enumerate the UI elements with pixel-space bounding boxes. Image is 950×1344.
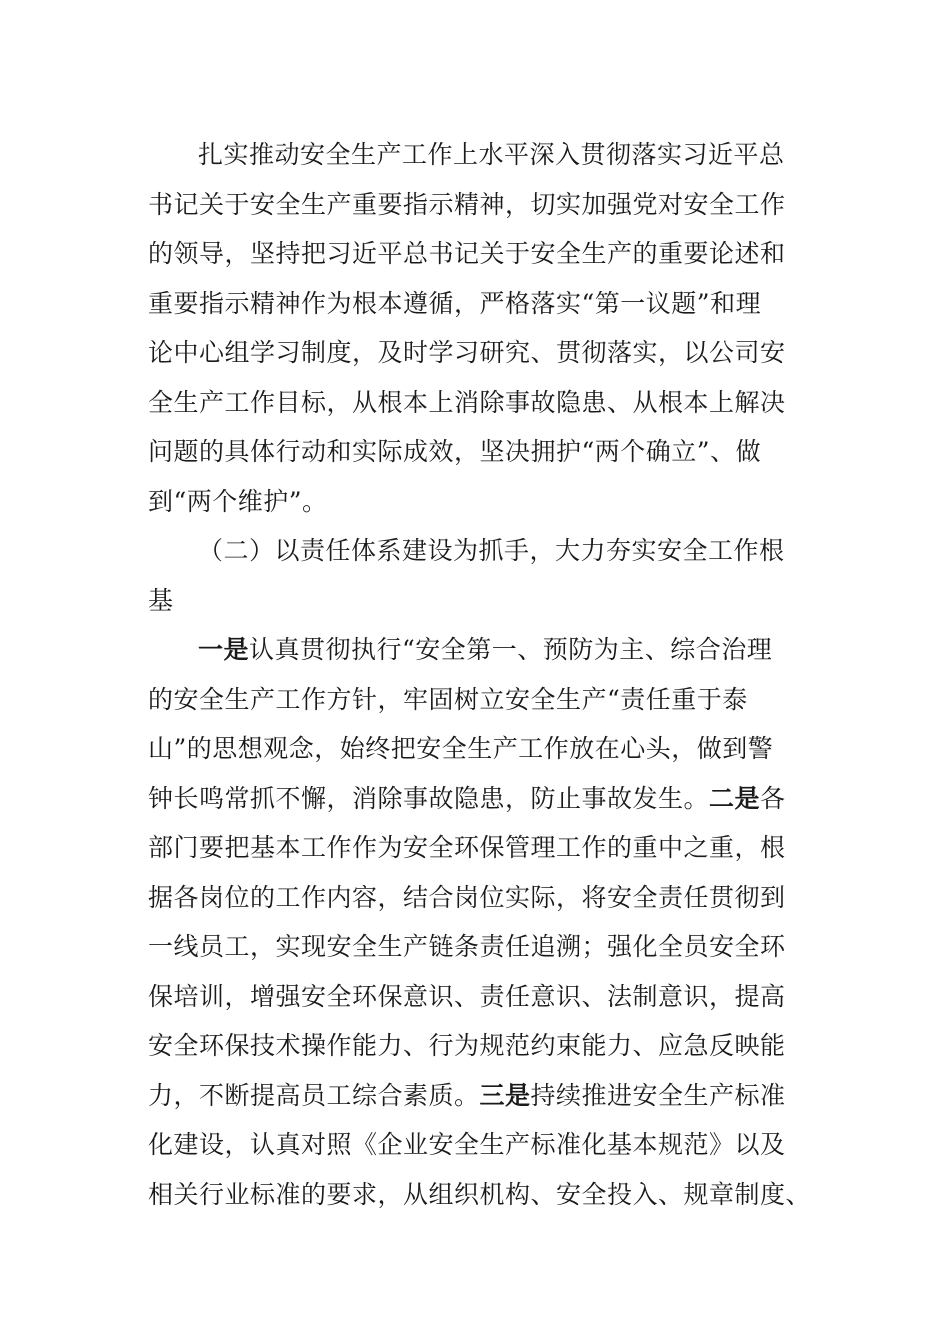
- paragraph-line: [148, 1071, 793, 1121]
- paragraph-line: 书记关于安全生产重要指示精神，切实加强党对安全工作: [148, 189, 786, 219]
- paragraph-line: 论中心组学习制度，及时学习研究、贯彻落实，以公司安: [148, 338, 786, 367]
- line-text: 各: [760, 783, 786, 813]
- paragraph-line: 的领导，坚持把习近平总书记关于安全生产的重要论述和: [148, 239, 786, 268]
- paragraph-line: 重要指示精神作为根本遵循，严格落实“第一议题”和理: [148, 288, 762, 318]
- line-text: 钟长鸣常抓不懈，消除事故隐患，防止事故发生。: [148, 783, 710, 813]
- lead-marker-third: 三是: [479, 1080, 531, 1110]
- section-heading: [148, 526, 793, 625]
- paragraph-line: 全生产工作目标，从根本上消除事故隐患、从根本上解决: [148, 387, 786, 417]
- heading-line: （二）以责任体系建设为抓手，大力夯实安全工作根: [198, 536, 785, 565]
- paragraph-line: 一线员工，实现安全生产链条责任追溯；强化全员安全环: [148, 932, 786, 961]
- lead-marker-second: 二是: [709, 783, 761, 813]
- paragraph-party-leadership: [148, 130, 793, 526]
- paragraph-line: 保培训，增强安全环保意识、责任意识、法制意识，提高: [148, 981, 786, 1011]
- paragraph-line: 化建设，认真对照《企业安全生产标准化基本规范》以及: [148, 1130, 786, 1159]
- heading-line: 基: [148, 585, 174, 615]
- line-text: 认真贯彻执行“安全第一、预防为主、综合治理: [249, 635, 773, 664]
- line-text: 力，不断提高员工综合素质。: [148, 1080, 480, 1110]
- lead-marker-first: 一是: [198, 635, 250, 664]
- document-body: [148, 130, 812, 1219]
- paragraph-line: 相关行业标准的要求，从组织机构、安全投入、规章制度、: [148, 1179, 812, 1209]
- line-text: 持续推进安全生产标准: [530, 1080, 786, 1110]
- paragraph-line: 部门要把基本工作作为安全环保管理工作的重中之重，根: [148, 833, 786, 862]
- paragraph-line: 扎实推动安全生产工作上水平深入贯彻落实习近平总: [198, 140, 785, 169]
- paragraph-line: 的安全生产工作方针，牢固树立安全生产“责任重于泰: [148, 684, 748, 714]
- paragraph-responsibility-system: [148, 625, 812, 1219]
- paragraph-line: 安全环保技术操作能力、行为规范约束能力、应急反映能: [148, 1031, 786, 1060]
- paragraph-line: [148, 774, 793, 824]
- paragraph-line: 据各岗位的工作内容，结合岗位实际，将安全责任贯彻到: [148, 882, 786, 912]
- paragraph-line: 山”的思想观念，始终把安全生产工作放在心头，做到警: [148, 734, 774, 763]
- paragraph-line: 问题的具体行动和实际成效，坚决拥护“两个确立”、做: [148, 437, 762, 466]
- paragraph-line: 到“两个维护”。: [148, 486, 328, 516]
- paragraph-line: [148, 625, 793, 675]
